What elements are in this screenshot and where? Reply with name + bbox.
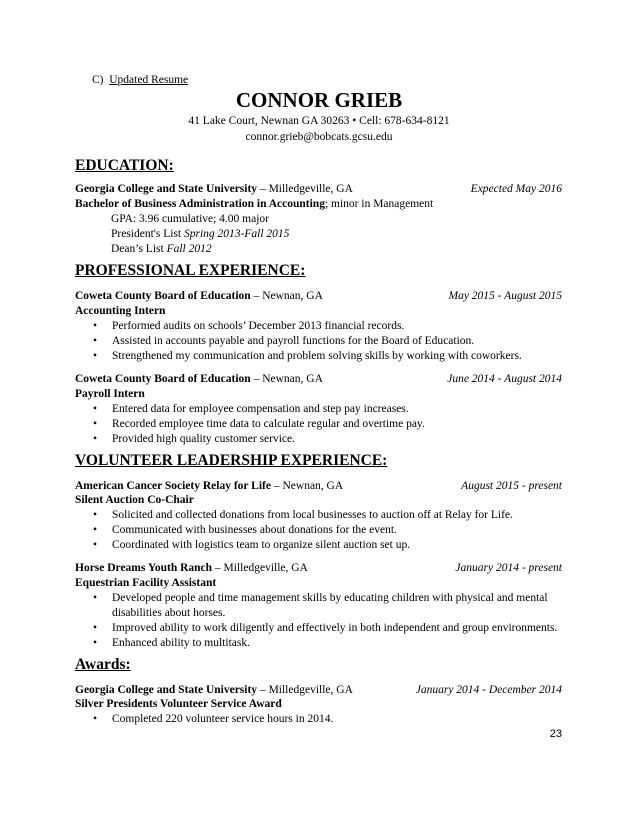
section-label-prefix: C) <box>92 74 104 86</box>
bullet-icon: • <box>93 637 98 649</box>
bullet-icon: • <box>93 350 98 362</box>
volunteer-title: Equestrian Facility Assistant <box>75 577 217 589</box>
volunteer-bullet: Solicited and collected donations from local businesses to auction off at Relay for Life. <box>112 509 513 521</box>
volunteer-org: Horse Dreams Youth Ranch <box>75 562 213 574</box>
job-bullet: Assisted in accounts payable and payroll functions for the Board of Education. <box>112 335 475 347</box>
job-bullet: Performed audits on schools’ December 2013 financial records. <box>112 320 405 332</box>
education-school-line <box>75 183 353 195</box>
bullet-icon: • <box>93 433 98 445</box>
volunteer-location: – Newnan, GA <box>270 480 344 492</box>
volunteer-date: January 2014 - present <box>455 562 562 574</box>
education-gpa: GPA: 3.96 cumulative; 4.00 major <box>111 213 270 225</box>
address-line: 41 Lake Court, Newnan GA 30263 • Cell: 678-634-8121 <box>188 115 450 127</box>
volunteer-bullet-continued: disabilities about horses. <box>112 607 226 619</box>
job-location: – Newnan, GA <box>250 373 323 385</box>
education-date: Expected May 2016 <box>470 183 562 195</box>
awards-heading: Awards: <box>75 656 131 673</box>
job-date: June 2014 - August 2014 <box>447 373 562 385</box>
volunteer-bullet: Communicated with businesses about donations for the event. <box>112 524 397 536</box>
award-location: – Milledgeville, GA <box>257 684 353 696</box>
award-bullet: Completed 220 volunteer service hours in 2014. <box>112 713 334 725</box>
bullet-icon: • <box>93 539 98 551</box>
section-label-text: Updated Resume <box>109 74 189 86</box>
bullet-icon: • <box>93 320 98 332</box>
deans-list-label: Dean’s List <box>111 243 167 255</box>
job-header <box>75 373 323 385</box>
professional-heading: PROFESSIONAL EXPERIENCE: <box>75 262 306 279</box>
bullet-icon: • <box>93 418 98 430</box>
page-number: 23 <box>549 728 562 740</box>
volunteer-date: August 2015 - present <box>461 480 562 492</box>
volunteer-org: American Cancer Society Relay for Life <box>75 480 271 492</box>
job-bullet: Entered data for employee compensation and step pay increases. <box>112 403 409 415</box>
job-bullet: Provided high quality customer service. <box>112 433 296 445</box>
bullet-icon: • <box>93 592 98 604</box>
volunteer-bullet: Improved ability to work diligently and effectively in both independent and group environments. <box>112 622 558 634</box>
section-label <box>92 74 188 86</box>
presidents-list-label: President's List <box>111 228 184 240</box>
job-org: Coweta County Board of Education <box>75 373 251 385</box>
volunteer-location: – Milledgeville, GA <box>212 562 308 574</box>
volunteer-heading: VOLUNTEER LEADERSHIP EXPERIENCE: <box>75 452 388 469</box>
job-org: Coweta County Board of Education <box>75 290 251 302</box>
education-heading: EDUCATION: <box>75 157 174 174</box>
bullet-icon: • <box>93 403 98 415</box>
presidents-list-line <box>111 228 289 240</box>
volunteer-bullet: Coordinated with logistics team to organize silent auction set up. <box>112 539 411 551</box>
bullet-icon: • <box>93 713 98 725</box>
volunteer-header <box>75 480 343 492</box>
job-location: – Newnan, GA <box>250 290 323 302</box>
job-header <box>75 290 323 302</box>
volunteer-title: Silent Auction Co-Chair <box>75 494 194 506</box>
volunteer-bullet: Enhanced ability to multitask. <box>112 637 250 649</box>
education-degree: Bachelor of Business Administration in Accounting <box>75 198 325 210</box>
award-header <box>75 684 353 696</box>
volunteer-header <box>75 562 308 574</box>
job-title: Accounting Intern <box>75 305 166 317</box>
award-title: Silver Presidents Volunteer Service Award <box>75 698 282 710</box>
bullet-icon: • <box>93 524 98 536</box>
education-degree-line <box>75 198 433 210</box>
deans-list-term: Fall 2012 <box>166 243 212 255</box>
presidents-list-term: Spring 2013-Fall 2015 <box>184 228 290 240</box>
volunteer-bullet: Developed people and time management skills by educating children with physical and mental <box>112 592 548 604</box>
job-title: Payroll Intern <box>75 388 145 400</box>
job-date: May 2015 - August 2015 <box>448 290 562 302</box>
education-location: – Milledgeville, GA <box>257 183 353 195</box>
deans-list-line <box>111 243 212 255</box>
bullet-icon: • <box>93 509 98 521</box>
bullet-icon: • <box>93 622 98 634</box>
education-minor: ; minor in Management <box>324 198 434 210</box>
resume-name: CONNOR GRIEB <box>235 88 403 112</box>
award-date: January 2014 - December 2014 <box>415 684 562 696</box>
education-school: Georgia College and State University <box>75 183 258 195</box>
email: connor.grieb@bobcats.gcsu.edu <box>245 131 393 143</box>
job-bullet: Recorded employee time data to calculate regular and overtime pay. <box>112 418 425 430</box>
award-org: Georgia College and State University <box>75 684 258 696</box>
bullet-icon: • <box>93 335 98 347</box>
job-bullet: Strengthened my communication and problem solving skills by working with coworkers. <box>112 350 522 362</box>
